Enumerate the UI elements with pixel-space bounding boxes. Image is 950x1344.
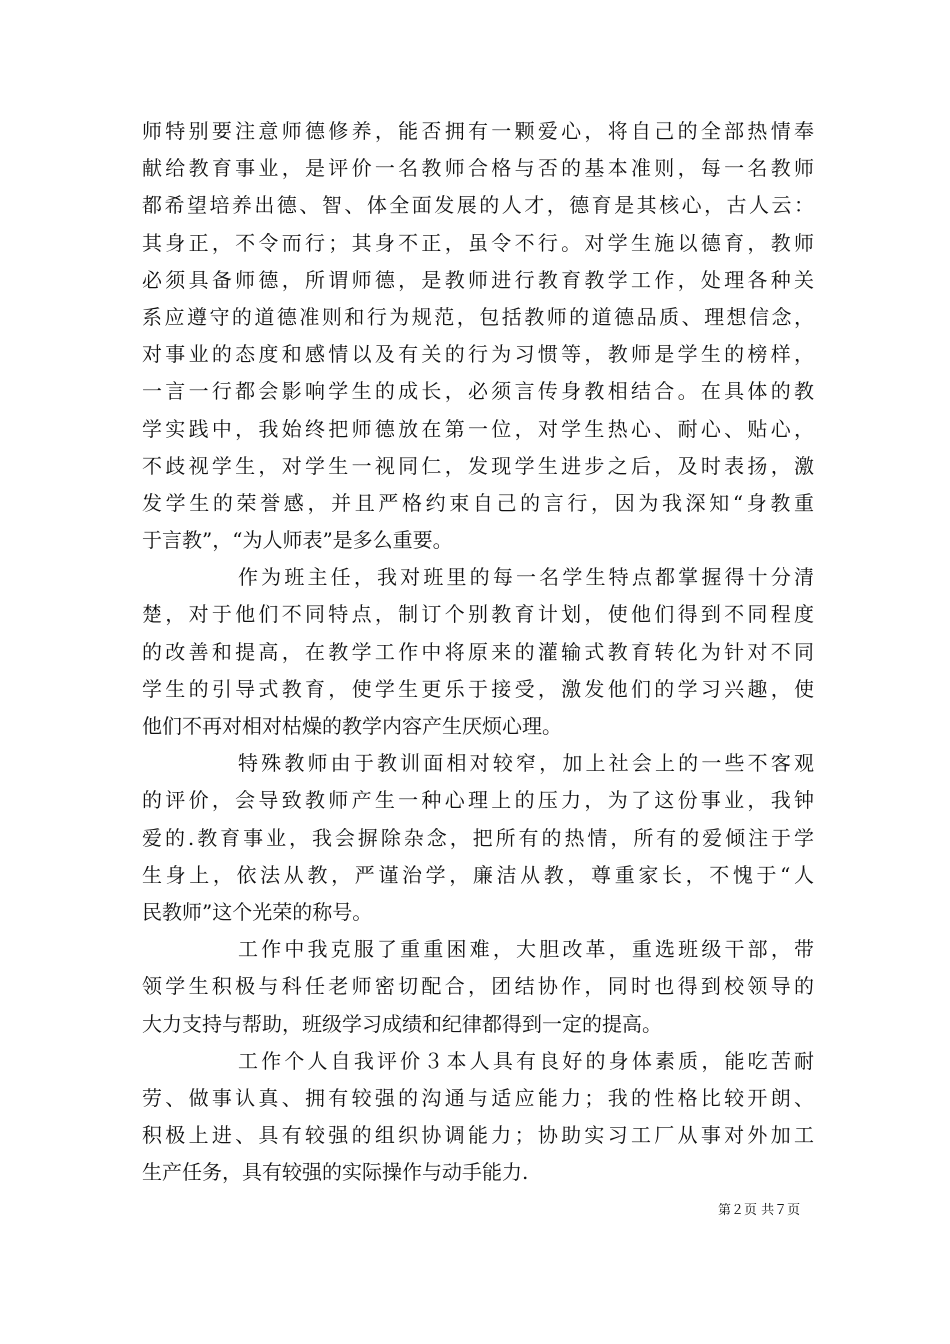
text-line: 他们不再对相对枯燥的教学内容产生厌烦心理。 bbox=[142, 714, 562, 738]
text-line: 生产任务，具有较强的实际操作与动手能力. bbox=[142, 1160, 529, 1185]
text-line: 系应遵守的道德准则和行为规范，包括教师的道德品质、理想信念， bbox=[142, 304, 814, 329]
paragraph-start-line: 作为班主任，我对班里的每一名学生特点都掌握得十分清 bbox=[238, 565, 814, 590]
text-line: 生身上，依法从教，严谨治学，廉洁从教，尊重家长，不愧于“人 bbox=[142, 862, 814, 887]
text-line: 师特别要注意师德修养，能否拥有一颗爱心，将自己的全部热情奉 bbox=[142, 119, 814, 143]
text-line: 的改善和提高，在教学工作中将原来的灌输式教育转化为针对不同 bbox=[142, 639, 814, 664]
text-line: 发学生的荣誉感，并且严格约束自己的言行，因为我深知“身教重 bbox=[142, 490, 814, 515]
page-number-footer: 第２页 共７页 bbox=[718, 1203, 801, 1218]
text-line: 其身正，不令而行；其身不正，虽令不行。对学生施以德育，教师 bbox=[142, 230, 814, 255]
text-line: 积极上进、具有较强的组织协调能力；协助实习工厂从事对外加工 bbox=[142, 1123, 814, 1148]
text-line: 劳、做事认真、拥有较强的沟通与适应能力；我的性格比较开朗、 bbox=[142, 1085, 814, 1110]
text-line: 对事业的态度和感情以及有关的行为习惯等，教师是学生的榜样， bbox=[142, 342, 814, 367]
text-line: 必须具备师德，所谓师德，是教师进行教育教学工作，处理各种关 bbox=[142, 267, 814, 292]
text-line: 楚，对于他们不同特点，制订个别教育计划，使他们得到不同程度 bbox=[142, 602, 814, 627]
text-line: 一言一行都会影响学生的成长，必须言传身教相结合。在具体的教 bbox=[142, 379, 814, 404]
text-line: 领学生积极与科任老师密切配合，团结协作，同时也得到校领导的 bbox=[142, 974, 814, 999]
paragraph-start-line: 工作个人自我评价３本人具有良好的身体素质，能吃苦耐 bbox=[238, 1048, 814, 1073]
text-line: 民教师”这个光荣的称号。 bbox=[142, 899, 373, 924]
paragraph-start-line: 工作中我克服了重重困难，大胆改革，重选班级干部，带 bbox=[238, 937, 814, 962]
body-text bbox=[142, 113, 814, 1191]
text-line: 爱的.教育事业，我会摒除杂念，把所有的热情，所有的爱倾注于学 bbox=[142, 825, 814, 850]
text-line: 学实践中，我始终把师德放在第一位，对学生热心、耐心、贴心， bbox=[142, 416, 814, 441]
text-line: 的评价，会导致教师产生一种心理上的压力，为了这份事业，我钟 bbox=[142, 788, 814, 813]
paragraph-start-line: 特殊教师由于教训面相对较窄，加上社会上的一些不客观 bbox=[238, 751, 814, 776]
text-line: 学生的引导式教育，使学生更乐于接受，激发他们的学习兴趣，使 bbox=[142, 676, 814, 701]
text-line: 献给教育事业，是评价一名教师合格与否的基本准则，每一名教师 bbox=[142, 156, 814, 181]
text-line: 大力支持与帮助，班级学习成绩和纪律都得到一定的提高。 bbox=[142, 1011, 662, 1036]
text-line: 于言教”，“为人师表”是多么重要。 bbox=[142, 528, 453, 553]
text-line: 都希望培养出德、智、体全面发展的人才，德育是其核心，古人云： bbox=[142, 193, 814, 218]
text-line: 不歧视学生，对学生一视同仁，发现学生进步之后，及时表扬，激 bbox=[142, 453, 814, 478]
